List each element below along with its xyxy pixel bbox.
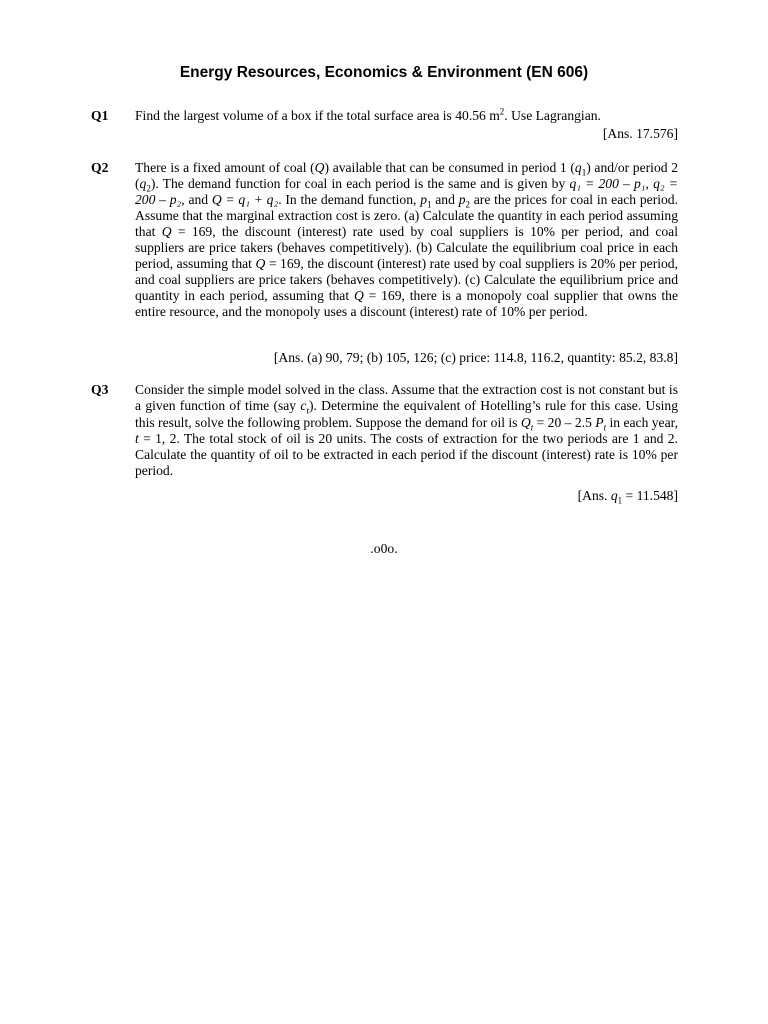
q2-sub-p1: 1 bbox=[426, 199, 432, 210]
q1-superscript: 2 bbox=[499, 106, 505, 117]
q1-label: Q1 bbox=[91, 108, 109, 123]
q1-text bbox=[135, 108, 678, 124]
q3-var-Q: Q bbox=[520, 414, 531, 430]
q3-answer-var-q: q bbox=[610, 488, 618, 503]
q1-answer: [Ans. 17.576] bbox=[602, 126, 678, 141]
q2-equation-2: q₂ = 200 – p₂ bbox=[135, 176, 678, 207]
q3-sub-t-Q: t bbox=[530, 422, 534, 433]
q3-sub-t-c: t bbox=[306, 406, 309, 417]
q2-var-p1: p bbox=[420, 192, 427, 207]
q2-seg5: , and bbox=[181, 192, 212, 207]
q3-var-t: t bbox=[135, 430, 139, 446]
q2-equation-3: Q = q₁ + q₂ bbox=[211, 192, 279, 207]
q3-sub-t-P: t bbox=[603, 422, 607, 433]
q2-comma: , bbox=[645, 176, 649, 191]
q3-text bbox=[135, 382, 678, 480]
q2-seg4: ). The demand function for coal in each period is the same and is given by bbox=[150, 176, 570, 191]
q3-answer-suffix: = 11.548] bbox=[622, 488, 678, 503]
q3-answer bbox=[578, 488, 678, 504]
q2-label: Q2 bbox=[91, 160, 109, 175]
q2-seg8: are the prices for coal in each period. Assume that the marginal extraction cost is zero. (a) Calculate the quantity in each period assuming that bbox=[135, 192, 678, 239]
q2-equation-1: q₁ = 200 – p₁ bbox=[569, 176, 646, 191]
q2-seg9: = 169, the discount (interest) rate used by coal suppliers is 10% per period, and coal suppliers are price takers (behaves competitively). (b) Calculate the equilibrium coal price in each period, assuming that bbox=[135, 224, 678, 271]
q3-seg5: = 1, 2. The total stock of oil is 20 units. The costs of extraction for the two periods are 1 and 2. Calculate the quantity of oil to be extracted in each period if the discount (interest) rate is 10% per period. bbox=[135, 430, 678, 479]
q2-var-Q-b: Q bbox=[255, 256, 266, 271]
q2-seg10: = 169, the discount (interest) rate used by coal suppliers is 20% per period, and coal suppliers are price takers (behaves competitively). (c) Calculate the equilibrium price and quantity in each period, assuming that bbox=[135, 256, 678, 303]
q3-var-c: c bbox=[300, 398, 307, 414]
q3-seg1: Consider the simple model solved in the class. Assume that the extraction cost is not constant but is a given function of time (say bbox=[135, 382, 678, 414]
q2-var-Q-c: Q bbox=[353, 288, 364, 303]
q1-text-end: . Use Lagrangian. bbox=[504, 108, 601, 123]
q2-seg6: . In the demand function, bbox=[278, 192, 421, 207]
q2-seg1: There is a fixed amount of coal ( bbox=[135, 160, 315, 175]
q2-var-q1: q bbox=[574, 160, 582, 175]
q2-seg11: = 169, there is a monopoly coal supplier that owns the entire resource, and the monopoly uses a discount (interest) rate of 10% per period. bbox=[135, 288, 678, 319]
q2-seg2: ) available that can be consumed in period 1 ( bbox=[324, 160, 575, 175]
q3-answer-sub: 1 bbox=[617, 495, 623, 506]
q3-answer-prefix: [Ans. bbox=[577, 488, 611, 503]
q3-seg4: in each year, bbox=[606, 414, 679, 430]
q2-text bbox=[135, 160, 678, 320]
end-mark: .o0o. bbox=[370, 541, 398, 556]
q2-seg7: and bbox=[431, 192, 459, 207]
q3-label: Q3 bbox=[91, 382, 109, 397]
q2-var-Q-a: Q bbox=[161, 224, 172, 239]
q2-seg3: ) and/or period 2 ( bbox=[135, 160, 679, 191]
q2-sub2: 2 bbox=[146, 183, 151, 194]
q2-var-q2: q bbox=[139, 176, 147, 191]
q3-var-P: P bbox=[595, 414, 604, 430]
q2-var-p2: p bbox=[458, 192, 466, 207]
q2-sub1: 1 bbox=[581, 167, 587, 178]
q2-sub-p2: 2 bbox=[465, 199, 470, 210]
q3-seg3: = 20 – 2.5 bbox=[533, 414, 596, 430]
q2-var-Q: Q bbox=[314, 160, 325, 175]
q2-answer: [Ans. (a) 90, 79; (b) 105, 126; (c) price: 114.8, 116.2, quantity: 85.2, 83.8] bbox=[273, 350, 678, 365]
q3-seg2: ). Determine the equivalent of Hotelling’s rule for this case. Using this result, solve the following problem. Suppose the demand for oil is bbox=[135, 398, 678, 430]
q1-text-main: Find the largest volume of a box if the total surface area is 40.56 m bbox=[135, 108, 500, 123]
document-title: Energy Resources, Economics & Environment (EN 606) bbox=[179, 64, 589, 81]
